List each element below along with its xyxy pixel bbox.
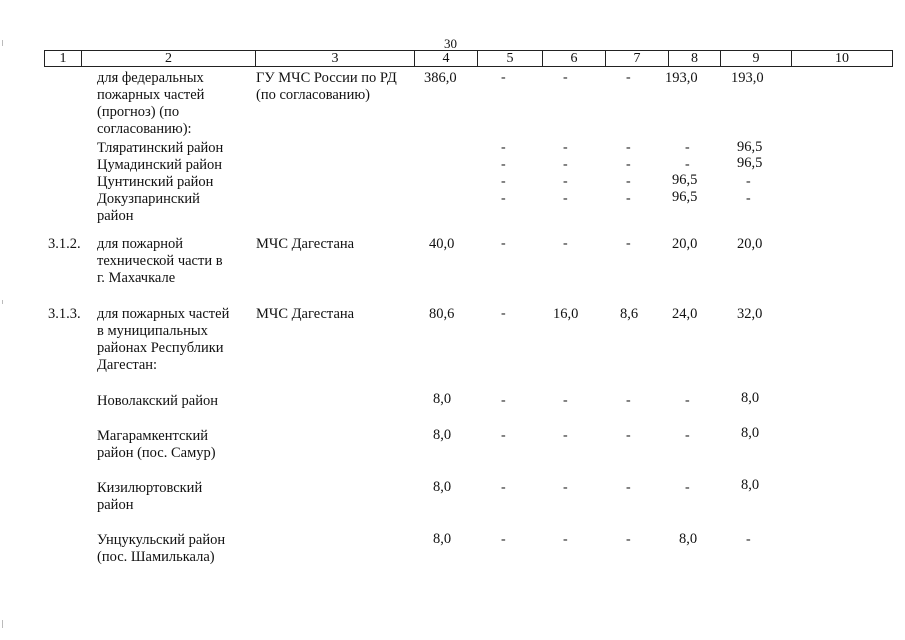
district-c6: -: [563, 428, 568, 443]
district-c5: -: [501, 140, 506, 155]
district-c9: 8,0: [741, 390, 760, 406]
col-header-2: 2: [82, 51, 256, 67]
district-c5: -: [501, 393, 506, 408]
district-c8: 8,0: [679, 531, 698, 547]
district-c9: -: [746, 174, 751, 189]
district-name-line: Унцукульский район: [97, 532, 226, 548]
row-c8: 20,0: [672, 236, 698, 252]
district-c7: -: [626, 191, 631, 206]
row-federal-name-line: согласованию):: [97, 121, 192, 137]
district-c7: -: [626, 480, 631, 495]
row-federal-c8: 193,0: [665, 70, 698, 86]
district-c5: -: [501, 532, 506, 547]
row-federal-c9: 193,0: [731, 70, 764, 86]
row-c9: 32,0: [737, 306, 763, 322]
row-federal-name-line: пожарных частей: [97, 87, 205, 103]
district-c9: -: [746, 532, 751, 547]
row-c6: -: [563, 236, 568, 251]
district-name: Цунтинский район: [97, 174, 214, 190]
district-total: 8,0: [433, 531, 452, 547]
district-c6: -: [563, 480, 568, 495]
district-c7: -: [626, 174, 631, 189]
row-federal-name-line: (прогноз) (по: [97, 104, 180, 120]
district-name: Тляратинский район: [97, 140, 224, 156]
district-c7: -: [626, 428, 631, 443]
district-c8: -: [685, 428, 690, 443]
row-name-line: технической части в: [97, 253, 223, 269]
district-name-line: район (пос. Самур): [97, 445, 216, 461]
row-name-line: районах Республики: [97, 340, 224, 356]
district-c6: -: [563, 393, 568, 408]
district-name-line: Магарамкентский: [97, 428, 208, 444]
district-name-line: (пос. Шамилькала): [97, 549, 215, 565]
district-c7: -: [626, 532, 631, 547]
row-org: МЧС Дагестана: [256, 306, 355, 322]
district-name-line: район: [97, 497, 134, 513]
row-c6: 16,0: [553, 306, 579, 322]
col-header-3: 3: [256, 51, 415, 67]
col-header-9: 9: [721, 51, 792, 67]
col-header-5: 5: [478, 51, 543, 67]
row-name-line: для пожарной: [97, 236, 184, 252]
row-c5: -: [501, 236, 506, 251]
column-header-row: [44, 50, 893, 67]
col-header-7: 7: [606, 51, 669, 67]
district-c8: -: [685, 480, 690, 495]
scan-artifact: [2, 620, 3, 628]
district-c5: -: [501, 191, 506, 206]
district-total: 8,0: [433, 391, 452, 407]
row-total: 80,6: [429, 306, 455, 322]
district-c6: -: [563, 140, 568, 155]
district-c7: -: [626, 157, 631, 172]
col-header-10: 10: [792, 51, 893, 67]
district-c9: 8,0: [741, 477, 760, 493]
district-name: Цумадинский район: [97, 157, 223, 173]
row-name-line: Дагестан:: [97, 357, 158, 373]
row-number: 3.1.3.: [48, 306, 81, 322]
col-header-8: 8: [669, 51, 721, 67]
district-name-line: Новолакский район: [97, 393, 218, 409]
district-total: 8,0: [433, 427, 452, 443]
district-c7: -: [626, 393, 631, 408]
district-c6: -: [563, 157, 568, 172]
district-total: 8,0: [433, 479, 452, 495]
row-name-line: для пожарных частей: [97, 306, 230, 322]
district-c6: -: [563, 532, 568, 547]
row-federal-org-line: ГУ МЧС России по РД: [256, 70, 397, 86]
row-c7: -: [626, 236, 631, 251]
district-c9: 96,5: [737, 139, 763, 155]
col-header-4: 4: [415, 51, 478, 67]
district-c7: -: [626, 140, 631, 155]
col-header-6: 6: [543, 51, 606, 67]
district-c5: -: [501, 174, 506, 189]
scan-artifact: [2, 40, 3, 46]
district-c9: 96,5: [737, 155, 763, 171]
row-federal-c6: -: [563, 70, 568, 85]
row-federal-total: 386,0: [424, 70, 457, 86]
district-c8: 96,5: [672, 172, 698, 188]
row-org: МЧС Дагестана: [256, 236, 355, 252]
district-c5: -: [501, 157, 506, 172]
district-c8: -: [685, 140, 690, 155]
row-total: 40,0: [429, 236, 455, 252]
row-c7: 8,6: [620, 306, 639, 322]
district-c9: 8,0: [741, 425, 760, 441]
row-c5: -: [501, 306, 506, 321]
row-federal-c5: -: [501, 70, 506, 85]
row-c9: 20,0: [737, 236, 763, 252]
district-c5: -: [501, 428, 506, 443]
district-c8: -: [685, 393, 690, 408]
district-c8: -: [685, 157, 690, 172]
row-name-line: г. Махачкале: [97, 270, 176, 286]
district-c6: -: [563, 191, 568, 206]
row-number: 3.1.2.: [48, 236, 81, 252]
district-c9: -: [746, 191, 751, 206]
district-name-line: район: [97, 208, 134, 224]
row-federal-org-line: (по согласованию): [256, 87, 370, 103]
col-header-1: 1: [45, 51, 82, 67]
row-federal-name-line: для федеральных: [97, 70, 204, 86]
page-number: 30: [444, 36, 457, 51]
row-c8: 24,0: [672, 306, 698, 322]
scan-artifact: [2, 300, 3, 304]
district-name-line: Докузпаринский: [97, 191, 200, 207]
district-c5: -: [501, 480, 506, 495]
row-name-line: в муниципальных: [97, 323, 208, 339]
district-c8: 96,5: [672, 189, 698, 205]
district-name-line: Кизилюртовский: [97, 480, 203, 496]
district-c6: -: [563, 174, 568, 189]
row-federal-c7: -: [626, 70, 631, 85]
